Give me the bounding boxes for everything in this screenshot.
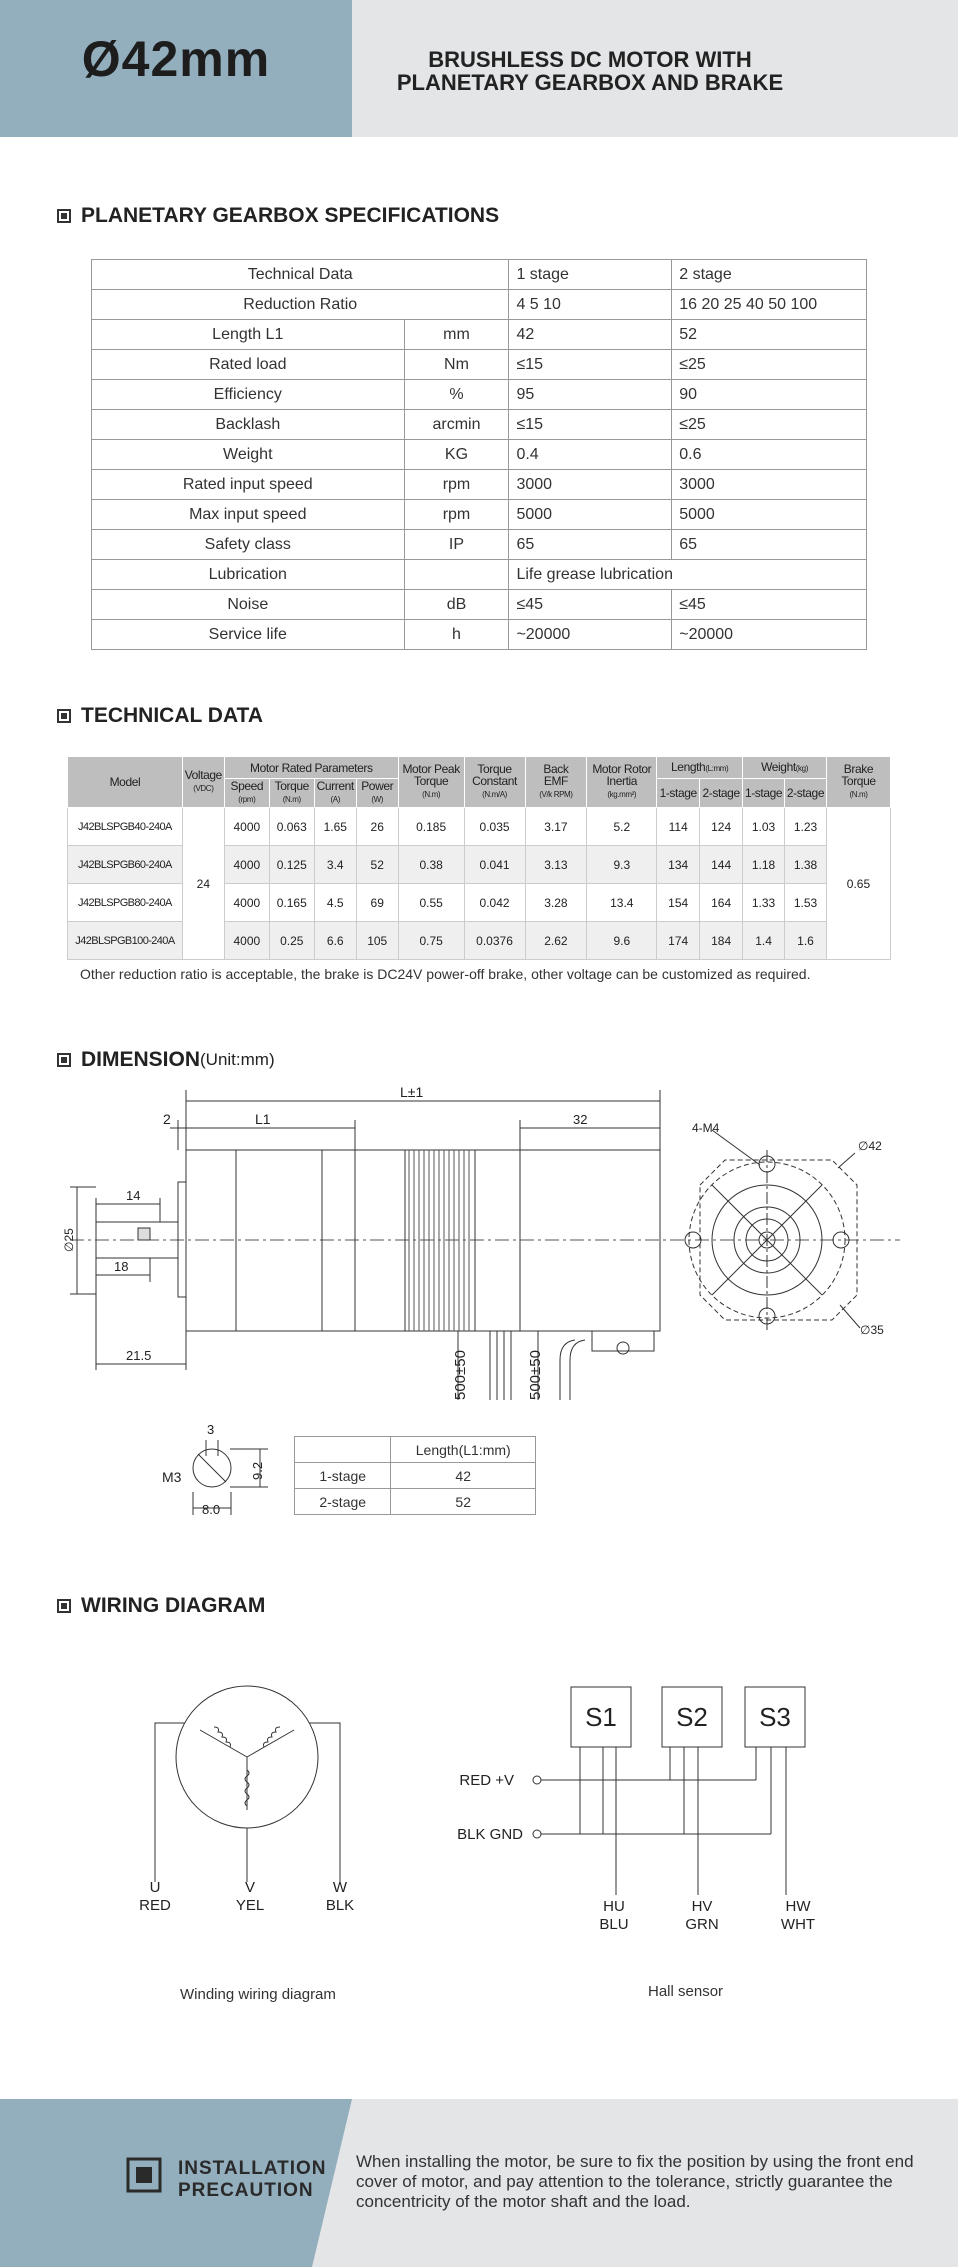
section-square-icon (57, 709, 71, 723)
winding-caption: Winding wiring diagram (180, 1986, 336, 2003)
tech-voltage: 24 (182, 808, 224, 960)
spec-unit: arcmin (404, 410, 509, 440)
spec-value-2stage: ≤25 (672, 350, 867, 380)
tech-power: 26 (356, 808, 398, 846)
tech-peak: 0.185 (398, 808, 464, 846)
col-torque-constant: Torque Constant (N.m/A) (464, 757, 525, 808)
col-length-2stage: 2-stage (700, 779, 743, 808)
spec-value-2stage: 65 (672, 530, 867, 560)
spec-unit: KG (404, 440, 509, 470)
tech-len2: 124 (700, 808, 743, 846)
spec-value-1stage: ≤45 (509, 590, 672, 620)
spec-param: Efficiency (92, 380, 405, 410)
hall-red-v: RED +V (459, 1772, 514, 1789)
l1-value: 42 (391, 1463, 536, 1489)
tech-inertia: 13.4 (587, 884, 657, 922)
wiring-diagram (0, 1670, 958, 2030)
tech-emf: 3.13 (525, 846, 587, 884)
spec-row (92, 470, 867, 500)
spec-param: Max input speed (92, 500, 405, 530)
dim-18: 18 (114, 1259, 129, 1274)
l1-stage: 2-stage (295, 1489, 391, 1515)
spec-unit: rpm (404, 500, 509, 530)
spec-param: Reduction Ratio (92, 290, 509, 320)
spec-row (92, 290, 867, 320)
dimension-heading (57, 1048, 275, 1072)
spec-value-1stage: ≤15 (509, 350, 672, 380)
col-inertia: Motor Rotor Inertia (kg.mm²) (587, 757, 657, 808)
spec-value-1stage: 42 (509, 320, 672, 350)
dim-l1: L1 (255, 1111, 271, 1127)
tech-power: 105 (356, 922, 398, 960)
col-weight: Weight(kg) (743, 757, 827, 779)
spec-value-2stage: 3000 (672, 470, 867, 500)
tech-heading (57, 704, 263, 728)
col-weight-2stage: 2-stage (785, 779, 827, 808)
spec-row (92, 260, 867, 290)
tech-model: J42BLSPGB60-240A (68, 846, 183, 884)
tech-current: 1.65 (314, 808, 356, 846)
tech-current: 6.6 (314, 922, 356, 960)
dim-dia25: ∅25 (62, 1228, 76, 1252)
dim-dia42: ∅42 (858, 1139, 882, 1153)
l1-length-table (294, 1436, 536, 1515)
tech-power: 52 (356, 846, 398, 884)
section-square-icon (57, 1599, 71, 1613)
col-voltage: Voltage (VDC) (182, 757, 224, 808)
winding-w: W (332, 1879, 348, 1896)
dim-32: 32 (573, 1112, 588, 1127)
col-rated-group: Motor Rated Parameters (224, 757, 398, 779)
tech-emf: 3.17 (525, 808, 587, 846)
wiring-heading-text: WIRING DIAGRAM (81, 1594, 266, 1617)
tech-w1: 1.18 (743, 846, 785, 884)
col-weight-1stage: 1-stage (743, 779, 785, 808)
spec-value-1stage: 5000 (509, 500, 672, 530)
spec-unit (404, 560, 509, 590)
tech-len2: 144 (700, 846, 743, 884)
tech-len1: 154 (657, 884, 700, 922)
col-peak-torque: Motor Peak Torque (N.m) (398, 757, 464, 808)
dimension-unit: (Unit:mm) (200, 1050, 275, 1069)
page-title (352, 48, 828, 94)
dim-14: 14 (126, 1188, 141, 1203)
dim-lead-2: 500±50 (527, 1350, 544, 1400)
winding-u: U (149, 1879, 161, 1896)
tech-heading-text: TECHNICAL DATA (81, 704, 263, 727)
hall-caption: Hall sensor (648, 1983, 724, 2000)
tech-speed: 4000 (224, 846, 269, 884)
dim-21-5: 21.5 (126, 1348, 152, 1363)
spec-param: Service life (92, 620, 405, 650)
spec-value-1stage: 95 (509, 380, 672, 410)
spec-value-2stage: ≤45 (672, 590, 867, 620)
col-length: Length(L:mm) (657, 757, 743, 779)
col-brake-torque: Brake Torque (N.m) (826, 757, 890, 808)
dim-3: 3 (207, 1422, 215, 1437)
tech-w2: 1.38 (785, 846, 827, 884)
tech-model: J42BLSPGB80-240A (68, 884, 183, 922)
spec-value-1stage: 65 (509, 530, 672, 560)
technical-data-table (67, 756, 891, 960)
spec-unit: h (404, 620, 509, 650)
dim-dia35: ∅35 (860, 1323, 884, 1337)
hall-s2: S2 (676, 1702, 708, 1732)
tech-peak: 0.38 (398, 846, 464, 884)
tech-len1: 174 (657, 922, 700, 960)
gearbox-heading (57, 204, 499, 228)
l1-stage: 1-stage (295, 1463, 391, 1489)
spec-value-1stage: 4 5 10 (509, 290, 672, 320)
wiring-heading (57, 1594, 265, 1618)
spec-param: Rated load (92, 350, 405, 380)
tech-current: 3.4 (314, 846, 356, 884)
section-square-icon (57, 209, 71, 223)
spec-param: Rated input speed (92, 470, 405, 500)
spec-value-1stage: ≤15 (509, 410, 672, 440)
col-model: Model (68, 757, 183, 808)
dim-m3: M3 (162, 1469, 182, 1485)
winding-v: V (244, 1879, 256, 1896)
tech-w1: 1.33 (743, 884, 785, 922)
tech-note: Other reduction ratio is acceptable, the brake is DC24V power-off brake, other voltage can be customized as required. (80, 966, 811, 982)
page-title-line2: PLANETARY GEARBOX AND BRAKE (396, 70, 784, 95)
hall-s3: S3 (759, 1702, 791, 1732)
spec-row (92, 620, 867, 650)
tech-model: J42BLSPGB100-240A (68, 922, 183, 960)
spec-param: Technical Data (92, 260, 509, 290)
spec-param: Safety class (92, 530, 405, 560)
winding-u-color: RED (139, 1897, 171, 1914)
spec-unit: mm (404, 320, 509, 350)
spec-param: Length L1 (92, 320, 405, 350)
spec-param: Lubrication (92, 560, 405, 590)
tech-tc: 0.042 (464, 884, 525, 922)
tech-w2: 1.23 (785, 808, 827, 846)
tech-torque: 0.25 (269, 922, 314, 960)
hall-blk-gnd: BLK GND (457, 1826, 523, 1843)
col-power: Power (W) (356, 779, 398, 808)
col-length-1stage: 1-stage (657, 779, 700, 808)
footer-title (178, 2158, 327, 2202)
dim-9-2: 9.2 (250, 1461, 265, 1480)
dimension-heading-text: DIMENSION (81, 1048, 201, 1071)
spec-value-2stage: 52 (672, 320, 867, 350)
l1-table-header: Length(L1:mm) (391, 1437, 536, 1463)
tech-len2: 184 (700, 922, 743, 960)
spec-unit: Nm (404, 350, 509, 380)
spec-value-1stage: 0.4 (509, 440, 672, 470)
col-torque: Torque (N.m) (269, 779, 314, 808)
tech-len1: 114 (657, 808, 700, 846)
tech-peak: 0.55 (398, 884, 464, 922)
dim-8: 8.0 (202, 1502, 221, 1517)
spec-unit: % (404, 380, 509, 410)
tech-torque: 0.165 (269, 884, 314, 922)
tech-w1: 1.4 (743, 922, 785, 960)
spec-value-2stage: ≤25 (672, 410, 867, 440)
spec-value-2stage: 0.6 (672, 440, 867, 470)
spec-unit: dB (404, 590, 509, 620)
tech-power: 69 (356, 884, 398, 922)
tech-emf: 3.28 (525, 884, 587, 922)
spec-unit: rpm (404, 470, 509, 500)
winding-v-color: YEL (235, 1897, 265, 1914)
spec-param: Noise (92, 590, 405, 620)
spec-row (92, 440, 867, 470)
spec-param: Backlash (92, 410, 405, 440)
tech-w1: 1.03 (743, 808, 785, 846)
dim-4-m4: 4-M4 (692, 1121, 720, 1135)
gearbox-spec-table (91, 259, 867, 650)
col-back-emf: Back EMF (V/k RPM) (525, 757, 587, 808)
tech-current: 4.5 (314, 884, 356, 922)
tech-tc: 0.0376 (464, 922, 525, 960)
spec-value-1stage: 1 stage (509, 260, 672, 290)
footer-title-line2: PRECAUTION (178, 2180, 314, 2201)
tech-len2: 164 (700, 884, 743, 922)
tech-tc: 0.041 (464, 846, 525, 884)
tech-w2: 1.6 (785, 922, 827, 960)
hall-hu-color: BLU (599, 1916, 629, 1933)
hall-hw-color: WHT (780, 1916, 816, 1933)
spec-value-2stage: ~20000 (672, 620, 867, 650)
hall-s1: S1 (585, 1702, 617, 1732)
spec-value-2stage: 90 (672, 380, 867, 410)
spec-value-2stage: 16 20 25 40 50 100 (672, 290, 867, 320)
spec-value-2stage: 2 stage (672, 260, 867, 290)
page-title-line1: BRUSHLESS DC MOTOR WITH (428, 47, 752, 72)
dim-2: 2 (163, 1111, 171, 1127)
tech-torque: 0.125 (269, 846, 314, 884)
section-square-icon (57, 1053, 71, 1067)
tech-inertia: 9.6 (587, 922, 657, 960)
tech-row (68, 808, 891, 846)
col-current: Current (A) (314, 779, 356, 808)
footer-title-line1: INSTALLATION (178, 2158, 327, 2179)
col-speed: Speed (rpm) (224, 779, 269, 808)
spec-row (92, 380, 867, 410)
tech-len1: 134 (657, 846, 700, 884)
spec-param: Weight (92, 440, 405, 470)
tech-speed: 4000 (224, 808, 269, 846)
spec-row (92, 560, 867, 590)
tech-emf: 2.62 (525, 922, 587, 960)
gearbox-heading-text: PLANETARY GEARBOX SPECIFICATIONS (81, 204, 500, 227)
hall-hv: HV (691, 1898, 713, 1915)
hall-hw: HW (785, 1898, 811, 1915)
tech-model: J42BLSPGB40-240A (68, 808, 183, 846)
tech-brake-torque: 0.65 (826, 808, 890, 960)
spec-row (92, 350, 867, 380)
spec-row (92, 530, 867, 560)
tech-speed: 4000 (224, 922, 269, 960)
l1-table-corner (295, 1437, 391, 1463)
l1-value: 52 (391, 1489, 536, 1515)
tech-inertia: 5.2 (587, 808, 657, 846)
spec-value-2stage: 5000 (672, 500, 867, 530)
tech-w2: 1.53 (785, 884, 827, 922)
dim-l-total: L±1 (400, 1084, 424, 1100)
model-title: Ø42mm (81, 31, 271, 87)
spec-row (92, 590, 867, 620)
tech-tc: 0.035 (464, 808, 525, 846)
spec-row (92, 320, 867, 350)
spec-value-1stage: Life grease lubrication (509, 560, 867, 590)
hall-hu: HU (603, 1898, 625, 1915)
spec-row (92, 500, 867, 530)
tech-torque: 0.063 (269, 808, 314, 846)
spec-row (92, 410, 867, 440)
tech-peak: 0.75 (398, 922, 464, 960)
spec-value-1stage: 3000 (509, 470, 672, 500)
spec-value-1stage: ~20000 (509, 620, 672, 650)
tech-speed: 4000 (224, 884, 269, 922)
hall-hv-color: GRN (685, 1916, 719, 1933)
footer-text: When installing the motor, be sure to fix the position by using the front end cover of motor, and pay attention to the tolerance, strictly guarantee the concentricity of the motor shaft and the load. (356, 2152, 914, 2211)
tech-inertia: 9.3 (587, 846, 657, 884)
winding-w-color: BLK (325, 1897, 355, 1914)
spec-unit: IP (404, 530, 509, 560)
dim-lead-1: 500±50 (452, 1350, 469, 1400)
